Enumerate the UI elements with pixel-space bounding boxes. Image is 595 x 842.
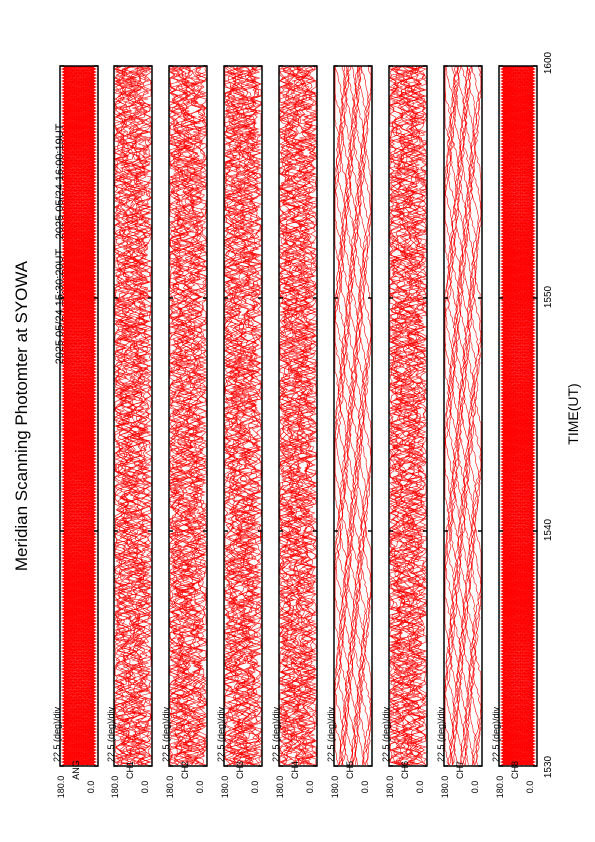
y-tick-label-min: 0.0	[195, 780, 205, 794]
trace-line	[336, 66, 348, 765]
y-tick-label-min: 0.0	[86, 780, 96, 794]
channel-label: CH7	[455, 760, 465, 780]
channel-label: CH6	[400, 760, 410, 780]
scale-label: 22.5 (deg)/div	[381, 706, 391, 762]
scale-label: 22.5 (deg)/div	[216, 706, 226, 762]
y-tick-label-max: 180.0	[110, 775, 120, 799]
y-tick-label-max: 180.0	[440, 775, 450, 799]
y-tick-label-max: 180.0	[220, 775, 230, 799]
scale-label: 22.5 (deg)/div	[436, 706, 446, 762]
y-tick-label-max: 180.0	[330, 775, 340, 799]
scale-label: 22.5 (deg)/div	[271, 706, 281, 762]
trace-line	[343, 66, 355, 765]
y-tick-label-min: 0.0	[525, 780, 535, 794]
panel-ch1	[106, 66, 152, 798]
panel-group	[52, 66, 537, 798]
y-tick-label-max: 180.0	[495, 775, 505, 799]
y-tick-label-min: 0.0	[250, 780, 260, 794]
y-tick-label-max: 180.0	[385, 775, 395, 799]
channel-label: CH4	[290, 760, 300, 780]
y-tick-label-min: 0.0	[470, 780, 480, 794]
panel-ch8	[491, 66, 537, 798]
panel-ch5	[326, 66, 372, 798]
channel-label: CH1	[125, 760, 135, 780]
scale-label: 22.5 (deg)/div	[491, 706, 501, 762]
x-axis-label: TIME(UT)	[565, 383, 581, 445]
y-tick-label-max: 180.0	[56, 775, 66, 799]
channel-label: CH3	[235, 760, 245, 780]
channel-label: CH2	[180, 760, 190, 780]
chart-title: Meridian Scanning Photomter at SYOWA	[12, 260, 31, 572]
scale-label: 22.5 (deg)/div	[52, 706, 62, 762]
x-tick-label-1530: 1530	[543, 755, 554, 779]
y-tick-label-min: 0.0	[415, 780, 425, 794]
channel-label: CH8	[510, 760, 520, 780]
y-tick-label-min: 0.0	[305, 780, 315, 794]
panel-ch6	[381, 66, 427, 798]
scale-label: 22.5 (deg)/div	[161, 706, 171, 762]
y-tick-label-max: 180.0	[275, 775, 285, 799]
channel-label: ANG	[71, 760, 81, 780]
panel-ch4	[271, 66, 317, 798]
channel-label: CH5	[345, 760, 355, 780]
panel-ch2	[161, 66, 207, 798]
chart-subtitle: 2025 05/24 15:30:20UT - 2025 05/24 16:00:19UT	[54, 123, 66, 365]
y-tick-label-min: 0.0	[360, 780, 370, 794]
panel-ch7	[436, 66, 482, 798]
panel-ch3	[216, 66, 262, 798]
x-tick-label-1600: 1600	[543, 51, 554, 75]
scale-label: 22.5 (deg)/div	[106, 706, 116, 762]
scale-label: 22.5 (deg)/div	[326, 706, 336, 762]
x-tick-label-1550: 1550	[543, 285, 554, 309]
x-tick-label-1540: 1540	[543, 518, 554, 542]
y-tick-label-min: 0.0	[140, 780, 150, 794]
trace-line	[225, 66, 243, 765]
y-tick-label-max: 180.0	[165, 775, 175, 799]
